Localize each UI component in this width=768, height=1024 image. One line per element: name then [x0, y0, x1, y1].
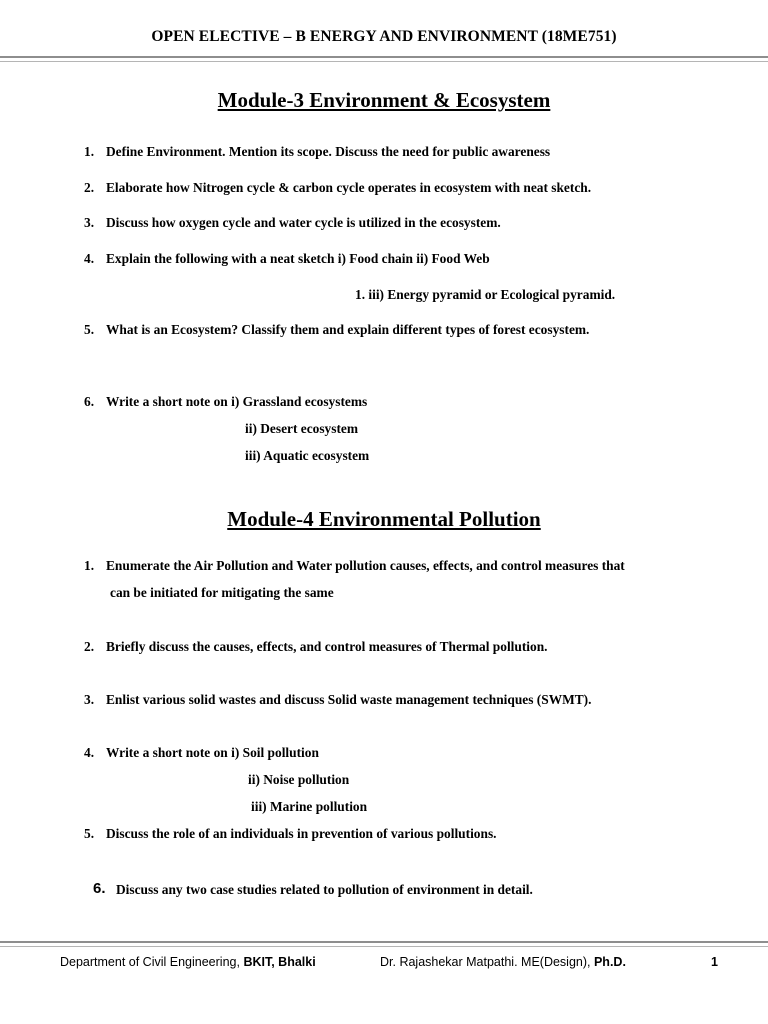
footer-rule-thin — [0, 946, 768, 947]
question-number: 1. — [84, 558, 95, 573]
page-number: 1 — [711, 955, 718, 969]
question-text: Write a short note on i) Grassland ecosystems — [106, 394, 368, 409]
question-text: What is an Ecosystem? Classify them and explain different types of forest ecosystem. — [106, 322, 590, 337]
module3-question-6-sub-iii: iii) Aquatic ecosystem — [245, 448, 370, 463]
question-number: 5. — [84, 322, 95, 337]
footer-dept-text: Department of Civil Engineering, — [60, 955, 244, 969]
header-rule-thin — [0, 61, 768, 62]
question-number: 2. — [84, 639, 95, 654]
question-number: 3. — [84, 215, 95, 230]
question-number: 1. — [84, 144, 95, 159]
question-number: 4. — [84, 745, 95, 760]
question-number: 6. — [84, 394, 95, 409]
footer-degree: Ph.D. — [593, 955, 626, 969]
question-text: Briefly discuss the causes, effects, and control measures of Thermal pollution. — [106, 639, 548, 654]
question-text: Elaborate how Nitrogen cycle & carbon cycle operates in ecosystem with neat sketch. — [106, 180, 592, 195]
footer-author-text: Dr. Rajashekar Matpathi. ME(Design), — [380, 955, 594, 969]
footer-page-number — [711, 955, 718, 969]
page-header: OPEN ELECTIVE – B ENERGY AND ENVIRONMENT (18ME751) — [151, 28, 617, 45]
question-number: 6. — [93, 880, 106, 897]
module3-question-6-sub-ii: ii) Desert ecosystem — [245, 421, 359, 436]
footer-author — [380, 955, 626, 969]
module3-title: Module-3 Environment & Ecosystem — [217, 88, 551, 112]
module4-question-1-continued: can be initiated for mitigating the same — [110, 585, 334, 600]
footer-department — [60, 955, 316, 969]
question-text: Discuss any two case studies related to pollution of environment in detail. — [116, 882, 533, 897]
module4-question-4-sub-iii: iii) Marine pollution — [251, 799, 368, 814]
question-text: Discuss the role of an individuals in prevention of various pollutions. — [106, 826, 497, 841]
question-number: 5. — [84, 826, 95, 841]
question-text: Define Environment. Mention its scope. Discuss the need for public awareness — [106, 144, 551, 159]
question-text: Explain the following with a neat sketch i) Food chain ii) Food Web — [106, 251, 490, 266]
footer-rule — [0, 941, 768, 943]
header-rule — [0, 56, 768, 58]
module3-question-4-sub: 1. iii) Energy pyramid or Ecological pyramid. — [355, 287, 616, 302]
question-number: 4. — [84, 251, 95, 266]
question-text: Enlist various solid wastes and discuss Solid waste management techniques (SWMT). — [106, 692, 592, 707]
module4-title: Module-4 Environmental Pollution — [227, 507, 541, 531]
question-text: Write a short note on i) Soil pollution — [106, 745, 319, 760]
question-text: Enumerate the Air Pollution and Water pollution causes, effects, and control measures that — [106, 558, 625, 573]
question-number: 3. — [84, 692, 95, 707]
question-number: 2. — [84, 180, 95, 195]
question-text: Discuss how oxygen cycle and water cycle is utilized in the ecosystem. — [106, 215, 501, 230]
footer-college: BKIT, Bhalki — [243, 955, 316, 969]
module4-question-4-sub-ii: ii) Noise pollution — [248, 772, 350, 787]
